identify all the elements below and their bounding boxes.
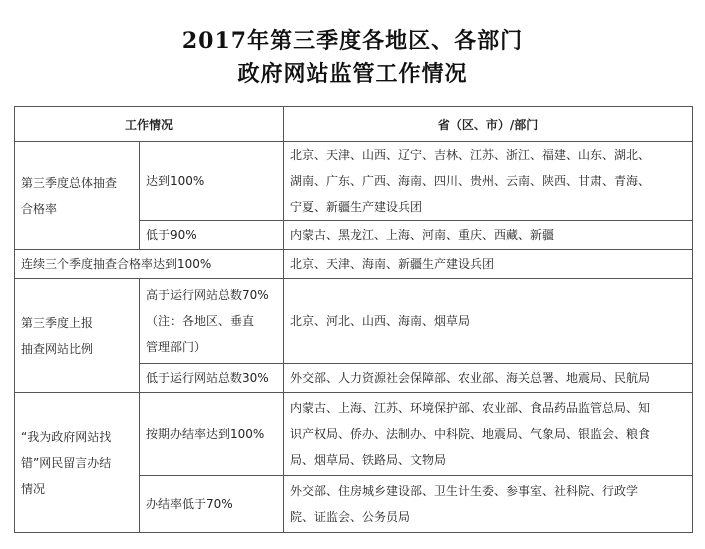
criterion-line: （注：各地区、垂直 xyxy=(146,314,255,328)
document-title-line2: 政府网站监管工作情况 xyxy=(237,61,468,87)
group-label-message-completion xyxy=(15,393,140,533)
criterion-line: 低于运行网站总数30% xyxy=(146,371,269,385)
entities-cell xyxy=(284,250,693,279)
criterion-line: 高于运行网站总数70% xyxy=(146,288,269,302)
criterion-cell: 连续三个季度抽查合格率达到100% xyxy=(15,250,284,279)
entities-line: 内蒙古、黑龙江、上海、河南、重庆、西藏、新疆 xyxy=(290,228,555,242)
document-title-line1: 2017年第三季度各地区、各部门 xyxy=(181,28,524,54)
group-label-report-ratio xyxy=(15,279,140,393)
table-row xyxy=(15,393,693,476)
entities-line: 北京、天津、山西、辽宁、吉林、江苏、浙江、福建、山东、湖北、 xyxy=(290,148,651,162)
criterion-cell xyxy=(140,364,284,393)
entities-line: 北京、天津、海南、新疆生产建设兵团 xyxy=(290,257,495,271)
table-row xyxy=(15,279,693,364)
header-provinces: 省（区、市）/部门 xyxy=(284,107,693,142)
group-label-line: 合格率 xyxy=(21,201,58,216)
group-label-line: 情况 xyxy=(21,481,46,496)
entities-line: 湖南、广东、广西、海南、四川、贵州、云南、陕西、甘肃、青海、 xyxy=(290,174,651,188)
criterion-line: 管理部门） xyxy=(146,340,207,354)
table-row xyxy=(15,250,693,279)
entities-line: 外交部、住房城乡建设部、卫生计生委、参事室、社科院、行政学 xyxy=(290,484,639,498)
entities-line: 宁夏、新疆生产建设兵团 xyxy=(290,200,423,214)
criterion-cell xyxy=(140,279,284,364)
entities-cell xyxy=(284,221,693,250)
criterion-cell: 办结率低于70% xyxy=(140,476,284,533)
header-situation: 工作情况 xyxy=(15,107,284,142)
group-label-line: 抽查网站比例 xyxy=(21,341,94,356)
criterion-cell: 按期办结率达到100% xyxy=(140,393,284,476)
criterion-cell: 低于90% xyxy=(140,221,284,250)
group-label-line: 第三季度上报 xyxy=(21,315,94,330)
criterion-cell: 达到100% xyxy=(140,142,284,221)
entities-line: 识产权局、侨办、法制办、中科院、地震局、气象局、银监会、粮食 xyxy=(290,427,651,441)
entities-line: 外交部、人力资源社会保障部、农业部、海关总署、地震局、民航局 xyxy=(290,371,651,385)
entities-cell xyxy=(284,279,693,364)
table-header-row xyxy=(15,107,693,142)
entities-cell xyxy=(284,142,693,221)
entities-cell xyxy=(284,393,693,476)
entities-line: 北京、河北、山西、海南、烟草局 xyxy=(290,314,471,328)
supervision-table xyxy=(14,106,693,533)
entities-line: 院、证监会、公务员局 xyxy=(290,510,411,524)
entities-line: 局、烟草局、铁路局、文物局 xyxy=(290,453,447,467)
entities-cell xyxy=(284,476,693,533)
group-label-line: “我为政府网站找 xyxy=(21,429,112,444)
table-row xyxy=(15,142,693,221)
group-label-line: 第三季度总体抽查 xyxy=(21,175,118,190)
entities-cell xyxy=(284,364,693,393)
entities-line: 内蒙古、上海、江苏、环境保护部、农业部、食品药品监管总局、知 xyxy=(290,401,651,415)
group-label-line: 错”网民留言办结 xyxy=(21,455,112,470)
group-label-overall-pass-rate xyxy=(15,142,140,250)
